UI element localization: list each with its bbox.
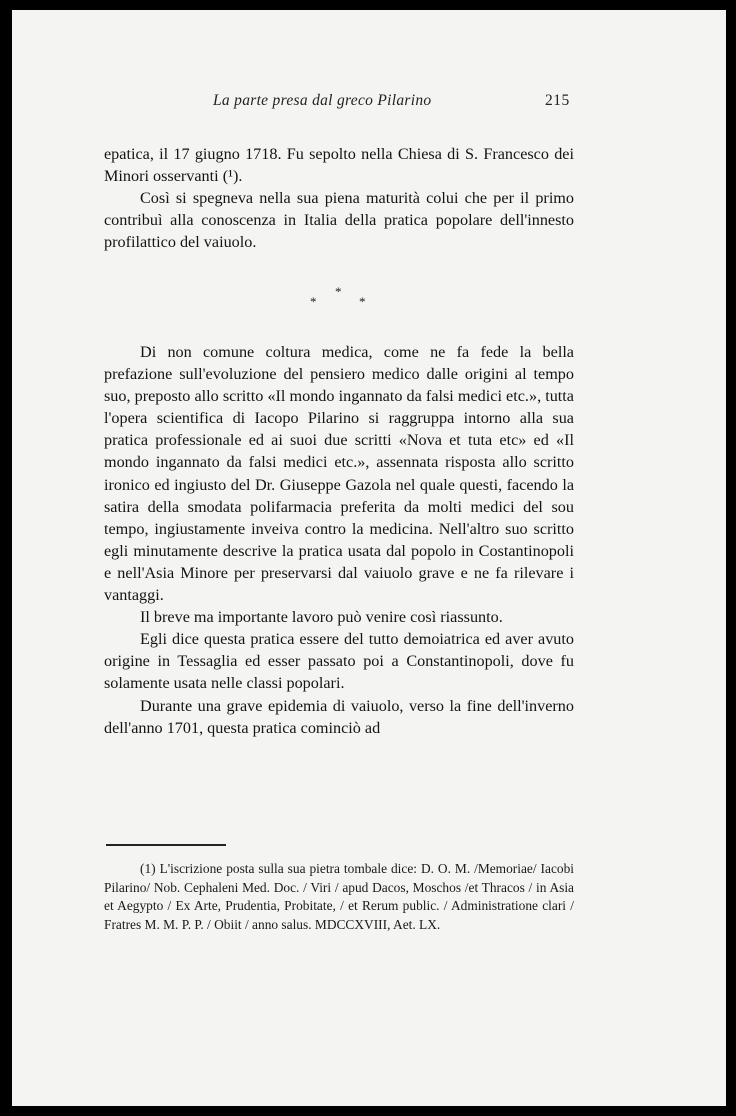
paragraph: Egli dice questa pratica essere del tutto demoiatrica ed aver avuto origine in Tessaglia ed esser passato poi a Constantinopoli, dove fu solamente usata nelle classi popolari. <box>104 630 574 693</box>
page-number: 215 <box>545 92 570 109</box>
paragraph: epatica, il 17 giugno 1718. Fu sepolto nella Chiesa di S. Francesco dei Minori osservanti (¹). <box>104 145 574 186</box>
section-separator <box>0 284 736 314</box>
paragraph: Il breve ma importante lavoro può venire così riassunto. <box>140 608 503 627</box>
top-text-block <box>104 143 574 253</box>
separator-star: * <box>310 294 317 309</box>
footnote-rule <box>106 844 226 846</box>
body-text-block <box>104 341 574 739</box>
footnote-text: L'iscrizione posta sulla sua pietra tombale dice: D. O. M. /Memoriae/ Iacobi Pilarino/ Nob. Cephaleni Med. Doc. / Viri / apud Dacos, Moschos /et Thracos / in Asia et Aegypto / Ex Arte, Prudentia, Probitate, / et Rerum public. / Administratione clari / Fratres M. M. P. P. / Obiit / anno salus. MDCCXVIII, Aet. LX. <box>104 861 574 932</box>
footnote <box>104 860 574 934</box>
paragraph: Di non comune coltura medica, come ne fa fede la bella prefazione sull'evoluzione del pensiero medico dalle origini al tempo suo, preposto allo scritto «Il mondo ingannato da falsi medici etc.», tutta l'opera scientifica di Iacopo Pilarino si raggruppa intorno alla sua pratica professionale ed ai suoi due scritti «Nova et tuta etc» ed «Il mondo ingannato da falsi medici etc.», assennata risposta allo scritto ironico ed ingiusto del Dr. Giuseppe Gazola nel quale questi, facendo la satira della smodata polifarmacia preferita da molti medici del sou tempo, ingiustamente inveiva contro la medicina. Nell'altro suo scritto egli minutamente descrive la pratica usata dal popolo in Costantinopoli e nell'Asia Minore per preservarsi dal vaiuolo grave e ne fa rilevare i vantaggi. <box>104 343 574 605</box>
separator-star: * <box>359 294 366 309</box>
footnote-marker: (1) <box>140 861 156 876</box>
paragraph: Così si spegneva nella sua piena maturità colui che per il primo contribuì alla conoscenza in Italia della pratica popolare dell'innesto profilattico del vaiuolo. <box>104 189 574 252</box>
separator-star: * <box>335 284 342 299</box>
footnote-paragraph <box>104 860 574 934</box>
running-title: La parte presa dal greco Pilarino <box>213 92 432 109</box>
paragraph: Durante una grave epidemia di vaiuolo, verso la fine dell'inverno dell'anno 1701, questa pratica cominciò ad <box>104 696 574 737</box>
